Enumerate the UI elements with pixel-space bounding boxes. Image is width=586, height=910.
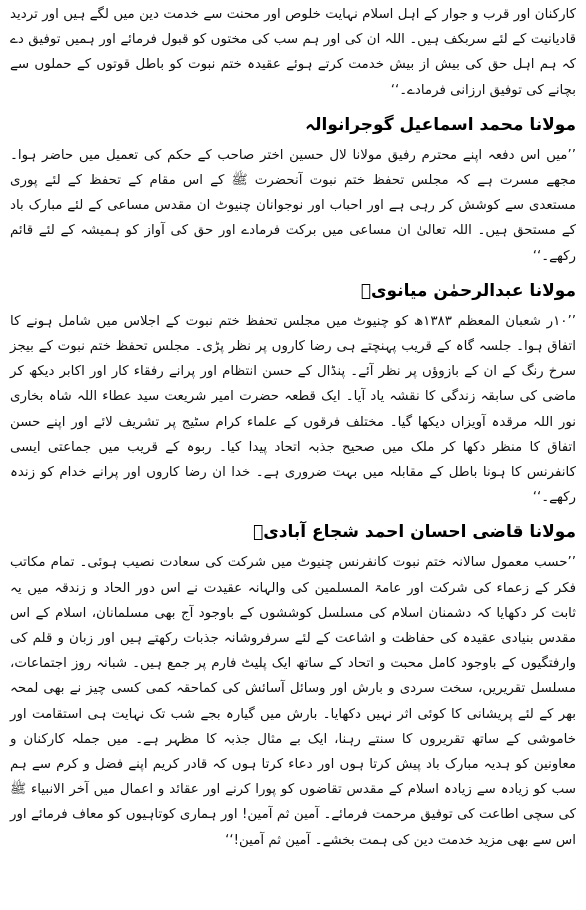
document-page bbox=[10, 2, 576, 908]
section-heading: مولانا عبدالرحمٰن میانویؒ bbox=[360, 280, 576, 301]
section-maulana-ismail bbox=[10, 110, 576, 269]
section-paragraph: ’’حسب معمول سالانہ ختم نبوت کانفرنس چنیوٹ میں شرکت کی سعادت نصیب ہوئی۔ تمام مکاتب فکر کے زعماء کی شرکت اور عامۃ المسلمین کی والہانہ عقیدت نے اس دور الحاد و زندقہ میں یہ ثابت کر دکھایا کہ دشمنان اسلام کی مسلسل کوششوں کے باوجود آج بھی مسلمانان، اسلام کے اس مقدس بنیادی عقیدہ کی حفاظت و اشاعت کے لئے سرفروشانہ جذبات رکھتے ہیں اور زبان و قلم کی وارفتگیوں کے باوجود کامل محبت و اتحاد کے ساتھ ایک پلیٹ فارم پر جمع ہیں۔ شبانہ روز اجتماعات، مسلسل تقریریں، سخت سردی و بارش اور وسائل آسائش کی کماحقہ کمی کسی چیز نے بھی لمحہ بھر کے لئے پریشانی کا کوئی اثر نہیں دکھایا۔ بارش میں گیارہ بجے شب تک نہایت ہی استقامت اور خاموشی کے ساتھ تقریروں کا سنتے رہنا، ایک بے مثال جذبہ کا مظہر ہے۔ میں جملہ کارکنان و معاونین کو ہدیہ مبارک باد پیش کرتا ہوں اور دعاء کرتا ہوں کہ قادر کریم اپنے فضل و کرم سے ہم سب کو زیادہ سے زیادہ اسلام کے مقدس تقاضوں کو پورا کرنے اور عقائد و اعمال میں آخر الانبیاء ﷺ کی سچی اطاعت کی توفیق مرحمت فرمائے۔ آمین ثم آمین! اور ہماری کوتاہیوں کو معاف فرمائے اور اس سے بھی مزید خدمت دین کی ہمت بخشے۔ آمین ثم آمین!‘‘ bbox=[10, 555, 576, 848]
section-qazi-ehsan-ahmad bbox=[10, 517, 576, 852]
section-heading: مولانا محمد اسماعیل گوجرانوالہ bbox=[305, 114, 576, 135]
intro-paragraph: کارکنان اور قرب و جوار کے اہل اسلام نہایت خلوص اور محنت سے خدمت دین میں لگے ہیں اور تردید قادیانیت کے لئے سربکف ہیں۔ اللہ ان کی اور ہم سب کی مختوں کو قبول فرمائے اور ہمیں توفیق دے کہ ہم اہل حق کی بیش از بیش خدمت کرتے ہوئے عقیدہ ختم نبوت کو باطل قوتوں کے حملوں سے بچانے کی توفیق ارزانی فرمادے۔‘‘ bbox=[10, 7, 576, 98]
section-maulana-abdul-rahman bbox=[10, 276, 576, 511]
section-paragraph: ’’۱۰ر شعبان المعظم ۱۳۸۳ھ کو چنیوٹ میں مجلس تحفظ ختم نبوت کے اجلاس میں شامل ہونے کا اتفاق ہوا۔ جلسہ گاہ کے قریب پہنچتے ہی رضا کاروں پر نظر پڑی۔ مجلس تحفظ ختم نبوت کے بیجز سرخ رنگ کے ان کے بازوؤں پر نظر آئے۔ پنڈال کے حسن انتظام اور پرانے رفقاء کار اور اکابر دیکھ کر ماضی کی سابقہ زندگی کا نقشہ یاد آیا۔ ایک قطعہ حضرت امیر شریعت سید عطاء اللہ شاہ بخاری نور اللہ مرقدہ آویزاں دیکھا گیا۔ مختلف فرقوں کے علماء کرام سٹیج پر تشریف لائے اور اپنے حسن اتفاق کا منظر دکھا کر ملک میں صحیح جذبہ اتحاد پیدا کیا۔ ربوہ کے قریب میں جماعتی ایسی کانفرنس کا ہونا باطل کے مقابلہ میں بہت ضروری ہے۔ خدا ان رضا کاروں اور پرانے خدام کو زندہ رکھے۔‘‘ bbox=[10, 313, 576, 506]
section-heading: مولانا قاضی احسان احمد شجاع آبادیؒ bbox=[253, 522, 576, 543]
section-paragraph: ’’میں اس دفعہ اپنے محترم رفیق مولانا لال حسین اختر صاحب کے حکم کی تعمیل میں حاضر ہوا۔ مجھے مسرت ہے کہ مجلس تحفظ ختم نبوت آنحضرت ﷺ کے اس مقام کے تحفظ کے لئے پوری مستعدی سے کوشش کر رہی ہے اور احباب اور نوجوانان چنیوٹ ان مقدس مساعی کے لئے مبارک باد کے مستحق ہیں۔ اللہ تعالیٰ ان مساعی میں برکت فرمادے اور حق کی آواز کو ہمیشہ کے لئے قائم رکھے۔‘‘ bbox=[10, 147, 576, 264]
